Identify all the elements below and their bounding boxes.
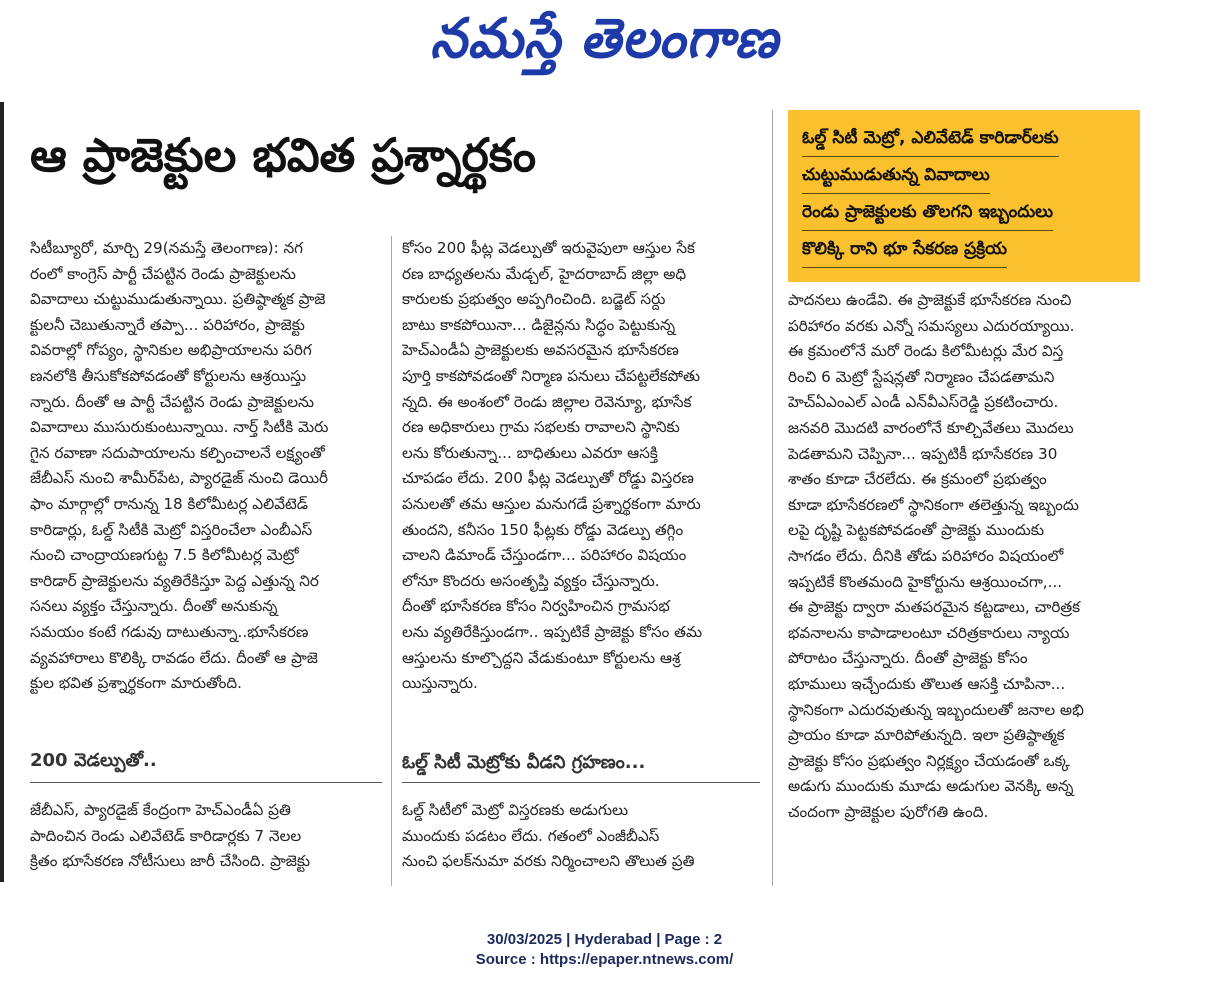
article-line: భవనాలను కాపాడాలంటూ చరిత్రకారులు న్యాయ xyxy=(788,623,1070,642)
article-line: రించి 6 మెట్రో స్టేషన్లతో నిర్మాణం చేపడతామని xyxy=(788,367,1055,386)
article-column-1 xyxy=(30,236,382,697)
article-line: జేబీఎస్ నుంచి శామీర్‌పేట, ప్యారడైజ్ నుంచి డెయిరీ xyxy=(30,469,328,488)
article-line: పనులతో తమ ఆస్తుల మనుగడే ప్రశ్నార్థకంగా మారు xyxy=(402,494,701,513)
article-line: పూర్తి కాకపోవడంతో నిర్మాణ పనులు చేపట్టలేకపోతు xyxy=(402,366,701,385)
article-line: ప్రాయం కూడా మారిపోతున్నది. ఇలా ప్రతిష్ఠాత్మక xyxy=(788,726,1065,745)
article-line: పెడతామని చెప్పినా... ఇప్పటికీ భూసేకరణ 30 xyxy=(788,444,1058,463)
article-line: దీంతో భూసేకరణ కోసం నిర్వహించిన గ్రామసభ xyxy=(402,597,670,616)
article-line: ఇప్పటికే కొంతమంది హైకోర్టును ఆశ్రయించగా,... xyxy=(788,572,1063,591)
highlight-line: ఓల్డ్ సిటీ మెట్రో, ఎలివేటెడ్ కారిడార్‌లకు xyxy=(802,120,1059,157)
highlight-box xyxy=(788,110,1140,282)
article-column-2-continued xyxy=(402,798,760,875)
article-line: కారిడార్ ప్రాజెక్టులను వ్యతిరేకిస్తూ పెద్ద ఎత్తున్న నిర xyxy=(30,571,319,590)
article-line: సనలు వ్యక్తం చేస్తున్నారు. దీంతో అనుకున్న xyxy=(30,597,278,616)
article-line: జేబీఎస్, ప్యారడైజ్ కేంద్రంగా హెచ్‌ఎండీఏ ప్రతి xyxy=(30,801,291,819)
article-line: కోసం 200 ఫీట్ల వెడల్పుతో ఇరువైపులా ఆస్తుల సేక xyxy=(402,239,695,257)
article-column-1-continued xyxy=(30,798,382,875)
article-line: లను వ్యతిరేకిస్తుండగా.. ఇప్పటికే ప్రాజెక్టు కోసం తమ xyxy=(402,622,703,641)
article-line: తుందని, కనీసం 150 ఫీట్లకు రోడ్డు వెడల్పు తగ్గిం xyxy=(402,520,684,539)
article-line: సిటీబ్యూరో, మార్చి 29(నమస్తే తెలంగాణ): నగ xyxy=(30,239,304,257)
article-line: నుంచి ఫలక్‌నుమా వరకు నిర్మించాలని తొలుత ప్రతి xyxy=(402,852,695,871)
left-border-bar xyxy=(0,102,4,882)
article-line: ముందుకు పడటం లేదు. గతంలో ఎంజీబీఎస్ xyxy=(402,826,660,845)
masthead xyxy=(0,0,1209,80)
article-line: పాదించిన రెండు ఎలివేటెడ్ కారిడార్లకు 7 నెలల xyxy=(30,826,302,845)
article-line: గైన రవాణా సదుపాయాలను కల్పించాలనే లక్ష్యంతో xyxy=(30,443,325,462)
subheading-rule xyxy=(30,782,382,783)
article-line: స్థానికంగా ఎదురవుతున్న ఇబ్బందులతో జనాల అభి xyxy=(788,700,1084,719)
article-line: ఆస్తులను కూల్చొద్దని వేడుకుంటూ కోర్టులను ఆశ్ర xyxy=(402,648,681,667)
highlight-line: రెండు ప్రాజెక్టులకు తొలగని ఇబ్బందులు xyxy=(802,194,1053,231)
source-link[interactable]: Source : https://epaper.ntnews.com/ xyxy=(475,951,734,968)
page-footer xyxy=(0,930,1209,970)
subheading-rule xyxy=(402,782,760,783)
article-line: కూడా భూసేకరణలో స్థానికంగా తలెత్తున్న ఇబ్బందు xyxy=(788,495,1079,514)
article-line: న్నది. ఈ అంశంలో రెండు జిల్లాల రెవెన్యూ, భూసేక xyxy=(402,392,692,411)
article-line: ణనలోకి తీసుకోకపోవడంతో కోర్టులను ఆశ్రయిస్తు xyxy=(30,366,307,385)
article-line: ప్రాజెక్టు కోసం ప్రభుత్వం నిర్లక్ష్యం చేయడంతో ఒక్క xyxy=(788,751,1070,770)
highlight-line: కొలిక్కి రాని భూ సేకరణ ప్రక్రియ xyxy=(802,231,1007,268)
article-line: రణ బాధ్యతలను మేడ్చల్, హైదరాబాద్ జిల్లా అధి xyxy=(402,264,687,283)
highlight-line: చుట్టుముడుతున్న వివాదాలు xyxy=(802,157,990,194)
article-line: సాగడం లేదు. దీనికి తోడు పరిహారం విషయంలో xyxy=(788,546,1064,565)
article-line: న్నారు. దీంతో ఆ పార్టీ చేపట్టిన రెండు ప్రాజెక్టులను xyxy=(30,392,314,411)
article-line: శాతం కూడా చేరలేదు. ఈ క్రమంలో ప్రభుత్వం xyxy=(788,470,1047,489)
article-line: రణ అధికారులు గ్రామ సభలకు రావాలని స్థానికు xyxy=(402,418,680,437)
article-line: వివరాల్లో గోప్యం, స్థానికుల అభిప్రాయాలను పరిగ xyxy=(30,341,312,360)
article-line: లోనూ కొందరు అసంతృప్తి వ్యక్తం చేస్తున్నారు. xyxy=(402,571,660,590)
article-line: పోరాటం చేస్తున్నారు. దీంతో ప్రాజెక్టు కోసం xyxy=(788,649,1028,668)
subheading-200-width: 200 వెడల్పుతో.. xyxy=(30,750,157,771)
article-line: చాలని డిమాండ్ చేస్తుండగా... పరిహారం విషయం xyxy=(402,546,687,565)
article-line: హెచ్‌ఏఎంఎల్ ఎండీ ఎన్‌వీఎస్‌రెడ్డి ప్రకటించారు. xyxy=(788,393,1059,412)
column-divider xyxy=(391,236,392,886)
article-line: లను కోరుతున్నా... బాధితులు ఎవరూ ఆసక్తి xyxy=(402,443,658,462)
article-line: అడుగు ముందుకు మూడు అడుగుల వెనక్కి అన్న xyxy=(788,777,1074,796)
article-line: క్టులనీ చెబుతున్నారే తప్పా... పరిహారం, ప్రాజెక్టు xyxy=(30,315,305,334)
article-line: ఈ క్రమంలోనే మరో రెండు కిలోమీటర్లు మేర విస్త xyxy=(788,342,1064,361)
article-line: క్రితం భూసేకరణ నోటీసులు జారీ చేసింది. ప్రాజెక్టు xyxy=(30,852,311,871)
article-line: నుంచి చాంద్రాయణగుట్ట 7.5 కిలోమీటర్ల మెట్రో xyxy=(30,546,299,565)
article-line: రంలో కాంగ్రెస్ పార్టీ చేపట్టిన రెండు ప్రాజెక్టులను xyxy=(30,264,296,283)
subheading-old-city-metro: ఓల్డ్ సిటీ మెట్రోకు వీడని గ్రహణం... xyxy=(402,752,646,773)
article-line: ఈ ప్రాజెక్టు ద్వారా మతపరమైన కట్టడాలు, చారిత్రక xyxy=(788,598,1081,617)
article-column-3 xyxy=(788,288,1140,825)
article-line: సమయం కంటే గడువు దాటుతున్నా..భూసేకరణ xyxy=(30,622,309,641)
article-line: బాటు కాకపోయినా... డిజైన్లను సిద్ధం పెట్టుకున్న xyxy=(402,315,676,334)
article-line: కారులకు ప్రభుత్వం అప్పగించింది. బడ్జెట్ సర్దు xyxy=(402,290,666,309)
column-divider xyxy=(772,110,773,886)
article-headline: ఆ ప్రాజెక్టుల భవిత ప్రశ్నార్థకం xyxy=(30,128,537,182)
article-line: వ్యవహారాలు కొలిక్కి రావడం లేదు. దీంతో ఆ ప్రాజె xyxy=(30,648,318,667)
article-line: భూములు ఇచ్చేందుకు తొలుత ఆసక్తి చూపినా... xyxy=(788,674,1066,693)
article-line: క్టుల భవిత ప్రశ్నార్థకంగా మారుతోంది. xyxy=(30,674,242,693)
edition-info: 30/03/2025 | Hyderabad | Page : 2 xyxy=(486,931,723,948)
article-line: చూపడం లేదు. 200 ఫీట్ల వెడల్పుతో రోడ్డు విస్తరణ xyxy=(402,469,694,488)
article-line: జనవరి మొదటి వారంలోనే కూల్చివేతలు మొదలు xyxy=(788,418,1074,437)
article-line: ఓల్డ్ సిటీలో మెట్రో విస్తరణకు అడుగులు xyxy=(402,801,628,819)
article-line: వివాదాలు చుట్టుముడుతున్నాయి. ప్రతిష్ఠాత్మక ప్రాజె xyxy=(30,290,326,309)
article-line: లపై దృష్టి పెట్టకపోవడంతో ప్రాజెక్టు ముందుకు xyxy=(788,521,1044,540)
article-line: చందంగా ప్రాజెక్టుల పురోగతి ఉంది. xyxy=(788,802,989,821)
article-line: పరిహారం వరకు ఎన్నో సమస్యలు ఎదురయ్యాయి. xyxy=(788,316,1075,335)
article-line: హెచ్‌ఎండీఏ ప్రాజెక్టులకు అవసరమైన భూసేకరణ xyxy=(402,341,679,360)
article-line: వివాదాలు ముసురుకుంటున్నాయి. నార్త్ సిటీకి మెరు xyxy=(30,418,329,437)
newspaper-logo: నమస్తే తెలంగాణ xyxy=(430,6,779,71)
article-column-2 xyxy=(402,236,760,697)
article-line: ఫాం మార్గాల్లో రానున్న 18 కిలోమీటర్ల ఎలివేటెడ్ xyxy=(30,494,308,513)
article-line: యిస్తున్నారు. xyxy=(402,674,478,693)
article-line: కారిడార్లు, ఓల్డ్ సిటీకి మెట్రో విస్తరించేలా ఎంబీఎస్ xyxy=(30,520,313,539)
article-line: పాదనలు ఉండేవి. ఈ ప్రాజెక్టుకే భూసేకరణ నుంచి xyxy=(788,291,1072,309)
